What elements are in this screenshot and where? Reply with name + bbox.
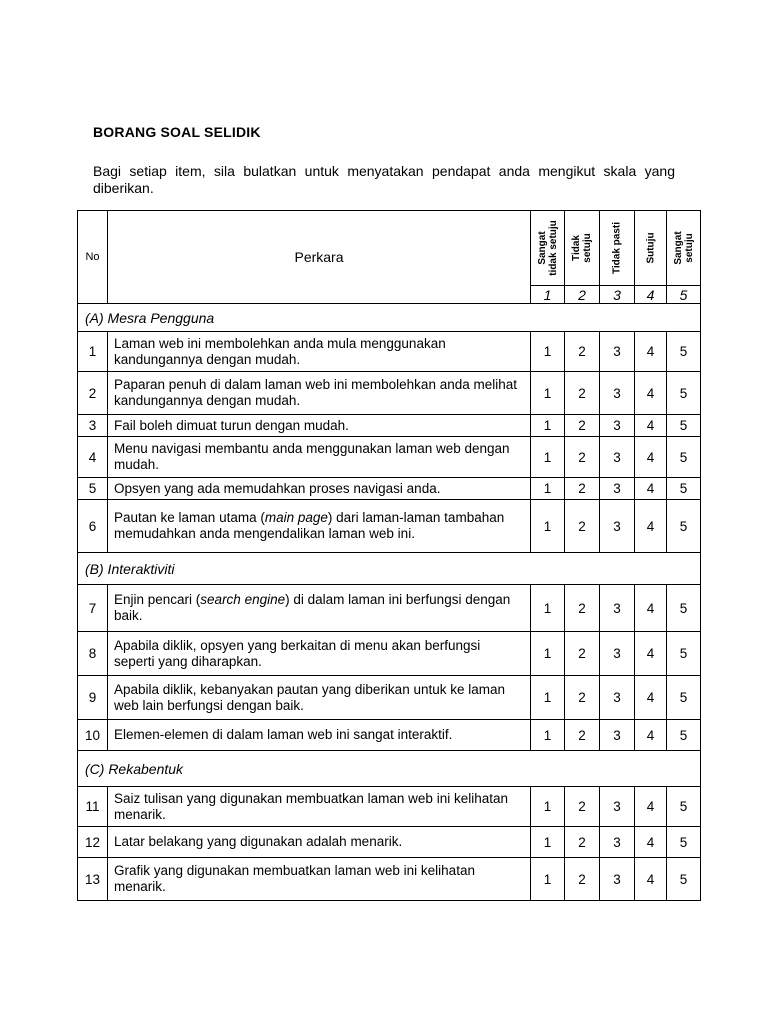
scale-label-line: Sangat [536, 231, 548, 265]
rating-option-4[interactable]: 4 [635, 632, 667, 676]
rating-option-2[interactable]: 2 [565, 500, 600, 553]
question-row [78, 478, 701, 500]
scale-header-1 [531, 211, 565, 286]
rating-option-3[interactable]: 3 [600, 500, 635, 553]
scale-number: 4 [635, 286, 667, 304]
rating-option-1[interactable]: 1 [531, 787, 565, 827]
rating-option-4[interactable]: 4 [635, 676, 667, 720]
column-header-item: Perkara [108, 211, 531, 304]
question-text [108, 720, 531, 751]
question-text-part: Grafik yang digunakan membuatkan laman web ini kelihatan menarik. [114, 863, 475, 894]
question-number: 1 [78, 332, 108, 372]
question-text-part: search engine [200, 592, 286, 607]
question-text [108, 676, 531, 720]
question-number: 12 [78, 827, 108, 858]
question-number: 11 [78, 787, 108, 827]
rating-option-3[interactable]: 3 [600, 858, 635, 901]
question-text-part: Laman web ini membolehkan anda mula menggunakan kandungannya dengan mudah. [114, 335, 446, 367]
rating-option-1[interactable]: 1 [531, 585, 565, 632]
question-text [108, 827, 531, 858]
rating-option-2[interactable]: 2 [565, 632, 600, 676]
question-row [78, 787, 701, 827]
rating-option-4[interactable]: 4 [635, 858, 667, 901]
rating-option-4[interactable]: 4 [635, 372, 667, 415]
question-text [108, 500, 531, 553]
rating-option-5[interactable]: 5 [667, 720, 701, 751]
scale-number: 5 [667, 286, 701, 304]
question-row [78, 415, 701, 437]
rating-option-5[interactable]: 5 [667, 632, 701, 676]
rating-option-4[interactable]: 4 [635, 787, 667, 827]
rating-option-1[interactable]: 1 [531, 415, 565, 437]
rating-option-2[interactable]: 2 [565, 858, 600, 901]
scale-label-line: Tidak pasti [611, 221, 623, 275]
rating-option-4[interactable]: 4 [635, 585, 667, 632]
rating-option-3[interactable]: 3 [600, 585, 635, 632]
rating-option-1[interactable]: 1 [531, 858, 565, 901]
rating-option-1[interactable]: 1 [531, 720, 565, 751]
rating-option-1[interactable]: 1 [531, 632, 565, 676]
page-title: BORANG SOAL SELIDIK [93, 124, 261, 140]
question-text [108, 585, 531, 632]
rating-option-2[interactable]: 2 [565, 787, 600, 827]
scale-label-line: Sangat [672, 231, 684, 265]
rating-option-5[interactable]: 5 [667, 858, 701, 901]
instructions-text: Bagi setiap item, sila bulatkan untuk menyatakan pendapat anda mengikut skala yang diberikan. [93, 163, 675, 196]
rating-option-3[interactable]: 3 [600, 632, 635, 676]
rating-option-5[interactable]: 5 [667, 415, 701, 437]
question-row [78, 437, 701, 478]
rating-option-4[interactable]: 4 [635, 720, 667, 751]
question-row [78, 632, 701, 676]
rating-option-2[interactable]: 2 [565, 415, 600, 437]
rating-option-5[interactable]: 5 [667, 332, 701, 372]
question-text [108, 372, 531, 415]
rating-option-1[interactable]: 1 [531, 332, 565, 372]
header-row [78, 211, 701, 286]
question-row [78, 585, 701, 632]
question-number: 10 [78, 720, 108, 751]
rating-option-1[interactable]: 1 [531, 500, 565, 553]
section-row [78, 553, 701, 585]
rating-option-2[interactable]: 2 [565, 478, 600, 500]
question-text-part: Fail boleh dimuat turun dengan mudah. [114, 417, 349, 433]
question-row [78, 332, 701, 372]
question-text [108, 632, 531, 676]
question-text [108, 478, 531, 500]
rating-option-3[interactable]: 3 [600, 676, 635, 720]
rating-option-4[interactable]: 4 [635, 500, 667, 553]
question-text-part: Enjin pencari ( [114, 592, 201, 607]
question-text-part: Apabila diklik, opsyen yang berkaitan di menu akan berfungsi seperti yang diharapkan. [114, 637, 481, 669]
rating-option-3[interactable]: 3 [600, 787, 635, 827]
question-number: 7 [78, 585, 108, 632]
rating-option-2[interactable]: 2 [565, 827, 600, 858]
rating-option-1[interactable]: 1 [531, 437, 565, 478]
question-text [108, 415, 531, 437]
question-text-part: Paparan penuh di dalam laman web ini membolehkan anda melihat kandungannya dengan mudah. [114, 377, 518, 408]
question-text-part: Pautan ke laman utama ( [114, 510, 265, 525]
scale-number: 2 [565, 286, 600, 304]
rating-option-2[interactable]: 2 [565, 372, 600, 415]
question-text-part: Opsyen yang ada memudahkan proses navigasi anda. [114, 480, 441, 496]
scale-number: 3 [600, 286, 635, 304]
rating-option-1[interactable]: 1 [531, 676, 565, 720]
rating-option-3[interactable]: 3 [600, 415, 635, 437]
survey-table [77, 210, 701, 901]
question-row [78, 372, 701, 415]
rating-option-5[interactable]: 5 [667, 787, 701, 827]
scale-header-2 [565, 211, 600, 286]
section-heading: (C) Rekabentuk [78, 751, 701, 787]
question-text [108, 858, 531, 901]
question-text-part: ) dari laman-laman tambahan memudahkan anda mengendalikan laman web ini. [114, 510, 505, 541]
scale-header-3 [600, 211, 635, 286]
question-number: 3 [78, 415, 108, 437]
question-text-part: Menu navigasi membantu anda menggunakan laman web dengan mudah. [114, 441, 510, 472]
question-number: 5 [78, 478, 108, 500]
rating-option-3[interactable]: 3 [600, 827, 635, 858]
question-text [108, 437, 531, 478]
scale-label-line: tidak setuju [547, 220, 559, 276]
question-text-part: Latar belakang yang digunakan adalah menarik. [114, 834, 403, 849]
rating-option-4[interactable]: 4 [635, 827, 667, 858]
rating-option-1[interactable]: 1 [531, 372, 565, 415]
question-text-part: Saiz tulisan yang digunakan membuatkan laman web ini kelihatan menarik. [114, 790, 508, 822]
rating-option-4[interactable]: 4 [635, 332, 667, 372]
column-header-no: No [78, 211, 108, 304]
rating-option-5[interactable]: 5 [667, 372, 701, 415]
rating-option-3[interactable]: 3 [600, 720, 635, 751]
rating-option-3[interactable]: 3 [600, 478, 635, 500]
question-text-part: main page [264, 510, 328, 525]
question-row [78, 676, 701, 720]
rating-option-1[interactable]: 1 [531, 478, 565, 500]
rating-option-1[interactable]: 1 [531, 827, 565, 858]
rating-option-4[interactable]: 4 [635, 478, 667, 500]
rating-option-4[interactable]: 4 [635, 437, 667, 478]
rating-option-3[interactable]: 3 [600, 372, 635, 415]
question-number: 13 [78, 858, 108, 901]
question-number: 2 [78, 372, 108, 415]
rating-option-5[interactable]: 5 [667, 437, 701, 478]
question-text [108, 787, 531, 827]
scale-number: 1 [531, 286, 565, 304]
rating-option-5[interactable]: 5 [667, 676, 701, 720]
question-text-part: Elemen-elemen di dalam laman web ini sangat interaktif. [114, 727, 453, 742]
rating-option-4[interactable]: 4 [635, 415, 667, 437]
rating-option-3[interactable]: 3 [600, 437, 635, 478]
question-row [78, 827, 701, 858]
question-number: 4 [78, 437, 108, 478]
rating-option-5[interactable]: 5 [667, 478, 701, 500]
rating-option-2[interactable]: 2 [565, 720, 600, 751]
scale-label-line: Sutuju [645, 232, 656, 264]
rating-option-2[interactable]: 2 [565, 437, 600, 478]
scale-header-4 [635, 211, 667, 286]
question-row [78, 500, 701, 553]
question-text [108, 332, 531, 372]
question-number: 6 [78, 500, 108, 553]
scale-label-line: setuju [582, 233, 593, 263]
question-row [78, 720, 701, 751]
question-number: 9 [78, 676, 108, 720]
rating-option-5[interactable]: 5 [667, 500, 701, 553]
section-heading: (A) Mesra Pengguna [78, 304, 701, 332]
question-number: 8 [78, 632, 108, 676]
question-row [78, 858, 701, 901]
scale-label-line: Tidak [571, 235, 582, 261]
scale-header-5 [667, 211, 701, 286]
rating-option-2[interactable]: 2 [565, 676, 600, 720]
section-row [78, 304, 701, 332]
rating-option-3[interactable]: 3 [600, 332, 635, 372]
rating-option-2[interactable]: 2 [565, 585, 600, 632]
rating-option-5[interactable]: 5 [667, 827, 701, 858]
section-heading: (B) Interaktiviti [78, 553, 701, 585]
rating-option-5[interactable]: 5 [667, 585, 701, 632]
question-text-part: Apabila diklik, kebanyakan pautan yang diberikan untuk ke laman web lain berfungsi dengan baik. [114, 681, 506, 713]
question-text-part: ) di dalam laman ini berfungsi dengan baik. [114, 592, 511, 623]
scale-label-line: setuju [683, 233, 695, 263]
section-row [78, 751, 701, 787]
rating-option-2[interactable]: 2 [565, 332, 600, 372]
